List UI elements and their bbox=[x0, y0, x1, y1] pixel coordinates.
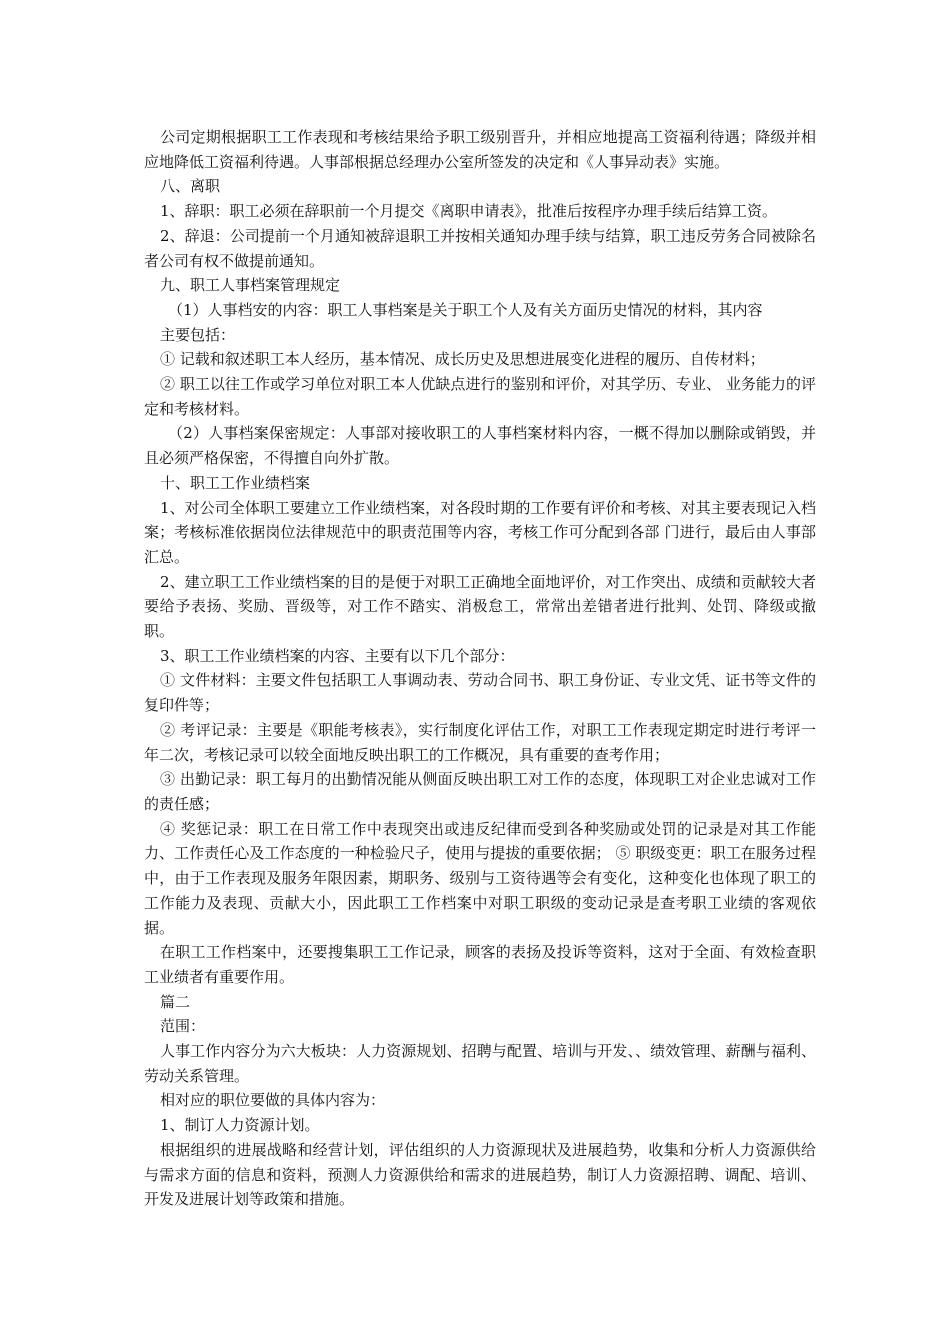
heading-performance-files: 十、职工工作业绩档案 bbox=[160, 473, 311, 492]
paragraph-job-content: 相对应的职位要做的具体内容为： bbox=[160, 1091, 386, 1110]
paragraph-performance-3: 3、职工工作业绩档案的内容、主要有以下几个部分： bbox=[160, 646, 515, 665]
paragraph-item-1: ① 记载和叙述职工本人经历，基本情况、成长历史及思想进展变化进程的履历、自传材料； bbox=[160, 350, 765, 369]
paragraph-attendance-records: ③ 出勤记录：职工每月的出勤情况能从侧面反映出职工对工作的态度，体现职工对企业忠诚对工作的责任感； bbox=[144, 770, 816, 813]
paragraph-performance-2: 2、建立职工工作业绩档案的目的是便于对职工正确地全面地评价，对工作突出、成绩和贡献较大者要给予表扬、奖励、晋级等，对工作不踏实、消极怠工，常常出差错者进行批判、处罚、降级或撤职。 bbox=[144, 572, 816, 641]
paragraph-performance-1: 1、对公司全体职工要建立工作业绩档案，对各段时期的工作要有评价和考核、对其主要表现记入档案；考核标准依据岗位法律规范中的职责范围等内容，考核工作可分配到各部 门进行，最后由人事部汇总。 bbox=[144, 498, 816, 566]
paragraph-promotion: 公司定期根据职工工作表现和考核结果给予职工级别晋升，并相应地提高工资福利待遇；降级并相应地降低工资福利待遇。人事部根据总经理办公室所签发的决定和《人事异动表》实施。 bbox=[144, 128, 816, 171]
paragraph-confidentiality: （2）人事档案保密规定：人事部对接收职工的人事档案材料内容，一概不得加以删除或销毁，并且必须严格保密，不得擅自向外扩散。 bbox=[144, 424, 816, 468]
paragraph-work-records: 在职工工作档案中，还要搜集职工工作记录，顾客的表扬及投诉等资料，这对于全面、有效检查职工业绩者有重要作用。 bbox=[144, 943, 816, 986]
heading-part-two: 篇二 bbox=[160, 992, 191, 1011]
heading-resignation: 八、离职 bbox=[160, 177, 221, 196]
heading-personnel-files: 九、职工人事档案管理规定 bbox=[160, 276, 341, 295]
paragraph-item-2: ② 职工以往工作或学习单位对职工本人优缺点进行的鉴别和评价，对其学历、专业、 业务能力的评定和考核材料。 bbox=[144, 375, 816, 418]
paragraph-resign: 1、辞职：职工必须在辞职前一个月提交《离职申请表》，批准后按程序办理手续后结算工资。 bbox=[160, 202, 778, 221]
paragraph-dismissal: 2、辞退：公司提前一个月通知被辞退职工并按相关通知办理手续与结算，职工违反劳务合同被除名者公司有权不做提前通知。 bbox=[144, 226, 816, 270]
paragraph-includes: 主要包括： bbox=[160, 325, 236, 344]
paragraph-rewards-records: ④ 奖惩记录：职工在日常工作中表现突出或违反纪律而受到各种奖励或处罚的记录是对其工作能力、工作责任心及工作态度的一种检验尺子，使用与提拔的重要依据； ⑤ 职级变更：职工在服务过程中，由于工作表现及服务年限因素，期职务、级别与工资待遇等会有变化，这种变化也体现了职工的工作能力及表现、贡献大小，因此职工工作档案中对职工职级的变动记录是查考职工业绩的客观依据。 bbox=[144, 819, 816, 937]
paragraph-hr-plan-detail: 根据组织的进展战略和经营计划，评估组织的人力资源现状及进展趋势，收集和分析人力资源供给与需求方面的信息和资料，预测人力资源供给和需求的进展趋势，制订人力资源招聘、调配、培训、开发及进展计划等政策和措施。 bbox=[144, 1140, 816, 1209]
paragraph-evaluation-records: ② 考评记录：主要是《职能考核表》，实行制度化评估工作，对职工工作表现定期定时进行考评一年二次，考核记录可以较全面地反映出职工的工作概况，具有重要的查考作用； bbox=[144, 720, 816, 764]
paragraph-hr-plan-title: 1、制订人力资源计划。 bbox=[160, 1116, 320, 1135]
paragraph-file-content: （1）人事档安的内容：职工人事档案是关于职工个人及有关方面历史情况的材料，其内容 bbox=[168, 300, 763, 319]
paragraph-six-modules: 人事工作内容分为六大板块：人力资源规划、招聘与配置、培训与开发、、绩效管理、薪酬与福利、劳动关系管理。 bbox=[144, 1042, 816, 1085]
paragraph-scope: 范围： bbox=[160, 1017, 206, 1036]
document-body bbox=[144, 125, 816, 1212]
paragraph-file-materials: ① 文件材料：主要文件包括职工人事调动表、劳动合同书、职工身份证、专业文凭、证书等文件的复印件等； bbox=[144, 671, 816, 715]
